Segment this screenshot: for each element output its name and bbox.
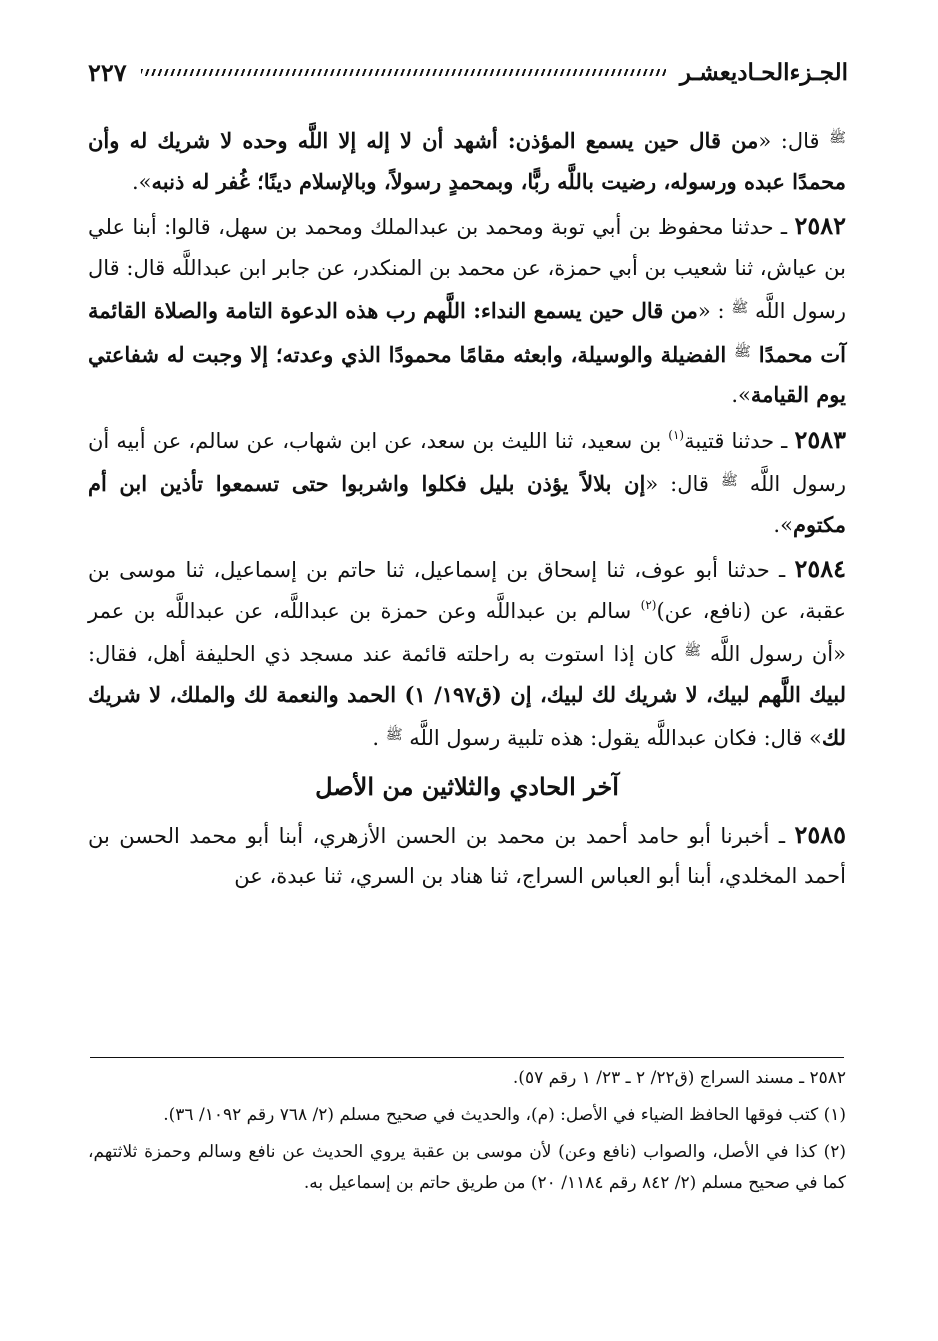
hadith-text: الفضيلة والوسيلة، وابعثه مقامًا محمودًا الذي وعدته؛ إلا وجبت له شفاعتي يوم القيامة (88, 341, 846, 407)
footnote-ref-2[interactable]: (٢) (640, 597, 657, 612)
isnad-text: ـ حدثنا محفوظ بن أبي توبة ومحمد بن عبدالملك ومحمد بن سهل، قالوا: أبنا علي بن عياش، ثنا شعيب بن أبي حمزة، عن محمد بن المنكدر، عن جابر ابن عبداللَّه قال: قال رسول اللَّه (88, 215, 847, 323)
hadith-number: ٢٥٨٣ (794, 424, 846, 454)
narration-text: . (372, 726, 386, 750)
running-header (88, 52, 848, 92)
salutation-mark: ﷺ (734, 343, 751, 360)
volume-title: الجـزءالحـاديعشـر (679, 58, 848, 86)
footnote-divider (90, 1057, 844, 1058)
salutation-mark: ﷺ (720, 473, 738, 489)
section-heading: آخر الحادي والثلاثين من الأصل (315, 771, 619, 801)
narration-text: : « (697, 299, 732, 323)
salutation-mark: ﷺ (829, 130, 847, 146)
hadith-paragraph-2582 (88, 206, 846, 416)
footnote-1: (١) كتب فوقها الحافظ الضياء في الأصل: (م)، والحديث في صحيح مسلم (٢/ ٧٦٨ رقم ١٠٩٢/ ٣٦). (163, 1105, 846, 1125)
hadith-text: إن بلالاً يؤذن بليل فكلوا واشربوا حتى تسمعوا تأذين ابن أم مكتوم (88, 471, 846, 537)
isnad-text: بن سعيد، ثنا الليث بن سعد، عن ابن شهاب، عن سالم، عن أبيه أن رسول اللَّه (88, 428, 847, 496)
isnad-text: ـ حدثنا قتيبة (684, 428, 795, 453)
isnad-text: ـ حدثنا أبو عوف، ثنا إسحاق بن إسماعيل، ثنا حاتم بن إسماعيل، ثنا موسى بن عقبة، عن (نافع، عن) (88, 558, 846, 623)
footnote-ref-1[interactable]: (١) (668, 427, 685, 442)
salutation-mark: ﷺ (684, 643, 701, 659)
hadith-number: ٢٥٨٢ (794, 211, 846, 240)
narration-text: ». (731, 383, 751, 407)
salutation-mark: ﷺ (731, 300, 749, 316)
narration-text: كان إذا استوت به راحلته قائمة عند مسجد ذي الحليفة أهل، فقال: (88, 642, 685, 666)
hadith-text: من قال حين يسمع المؤذن: أشهد أن لا إله إلا اللَّه وحده لا شريك له وأن محمدًا عبده ورسوله، رضيت باللَّه ربًّا، وبمحمدٍ رسولاً، وبالإسلام دينًا؛ غُفر له ذنبه (88, 128, 846, 194)
hadith-paragraph-2584 (88, 549, 846, 759)
footnote-2: (٢) كذا في الأصل، والصواب (نافع وعن) لأن موسى بن عقبة يروي الحديث عن نافع وسالم وحمزة ثلاثتهم، كما في صحيح مسلم (٢/ ٨٤٢ رقم ١١٨٤/ ٢٠) من طريق حاتم بن إسماعيل به. (88, 1142, 846, 1193)
hadith-paragraph-continuation (88, 118, 846, 202)
narration-text: قال: « (758, 129, 830, 153)
narration-text: ». (773, 512, 793, 537)
hadith-number: ٢٥٨٤ (794, 554, 846, 583)
hadith-number: ٢٥٨٥ (794, 819, 846, 849)
hadith-paragraph-2585 (88, 815, 846, 897)
isnad-text: ـ أخبرنا أبو حامد أحمد بن محمد بن الحسن الأزهري، أبنا أبو محمد الحسن بن أحمد المخلدي، أبنا أبو العباس السراج، ثنا هناد بن السري، ثنا عبدة، عن (88, 823, 846, 888)
footnotes (88, 1063, 846, 1205)
page-number: ٢٢٧ (88, 57, 127, 87)
narration-text: » قال: فكان عبداللَّه يقول: هذه تلبية رسول اللَّه (402, 726, 822, 750)
salutation-mark: ﷺ (385, 727, 403, 743)
narration-text: قال: « (645, 472, 721, 496)
hadith-paragraph-2583 (88, 420, 846, 546)
hadith-text: من قال حين يسمع النداء: اللَّهم رب هذه الدعوة التامة والصلاة القائمة آت محمدًا (88, 298, 846, 367)
footnote-source: ٢٥٨٢ ـ مسند السراج (ق٢٢/ ٢ ـ ٢٣/ ١ رقم ٥٧). (512, 1068, 846, 1088)
isnad-text: سالم بن عبداللَّه وعن حمزة بن عبداللَّه، عن عبداللَّه بن عمر «أن رسول اللَّه (88, 598, 846, 666)
hadith-text: لبيك اللَّهم لبيك، لا شريك لك لبيك، إن (ق١٩٧/ ١) الحمد والنعمة لك والملك، لا شريك لك (88, 681, 846, 750)
header-rule (141, 69, 666, 76)
narration-text: ». (132, 169, 152, 194)
main-text (88, 118, 846, 901)
